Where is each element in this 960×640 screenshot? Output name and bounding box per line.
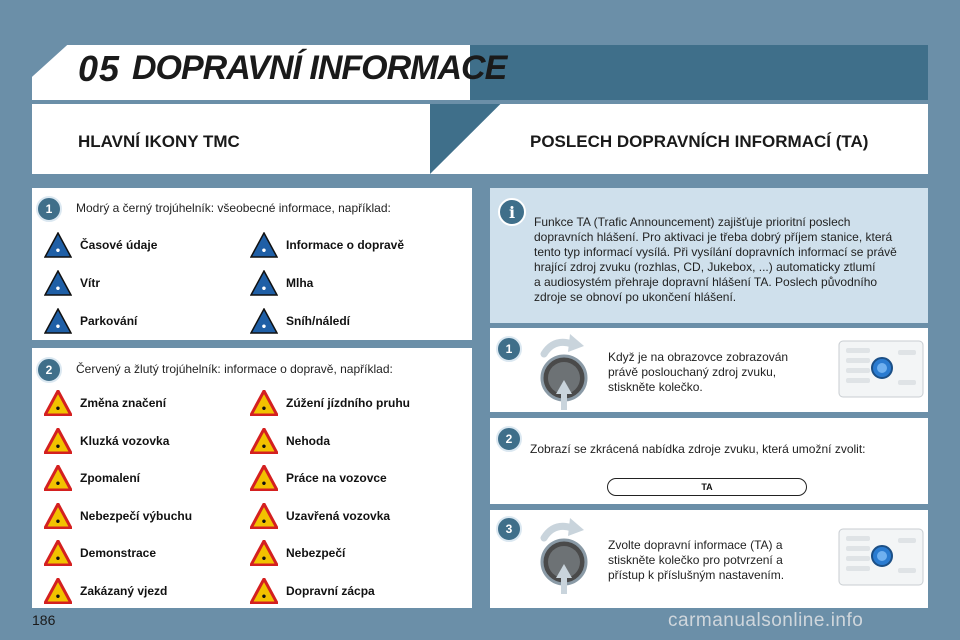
sign-label: Parkování: [80, 314, 138, 328]
page-number: 186: [32, 612, 56, 628]
sign-item: [44, 578, 167, 604]
sign-label: Nebezpečí: [286, 546, 346, 560]
red-signs-intro: Červený a žlutý trojúhelník: informace o dopravě, například:: [76, 362, 393, 376]
svg-text:•: •: [54, 441, 62, 453]
roadworks-icon: [250, 465, 278, 491]
svg-text:•: •: [260, 246, 268, 257]
road-sign-change-icon: [44, 390, 72, 416]
sign-item: [44, 270, 100, 296]
radio-panel-illustration: [838, 340, 924, 398]
parking-icon: [44, 308, 72, 334]
sign-label: Dopravní zácpa: [286, 583, 375, 598]
sign-label: Demonstrace: [80, 546, 157, 560]
info-text: [534, 215, 914, 305]
svg-text:•: •: [260, 479, 268, 490]
accident-icon: [250, 428, 278, 454]
step3-line: Zvolte dopravní informace (TA) a: [608, 538, 783, 552]
road-closed-icon: [250, 503, 278, 529]
info-icon: i: [498, 198, 526, 226]
sign-label: Práce na vozovce: [286, 471, 387, 485]
sign-label: Kluzká vozovka: [80, 433, 170, 448]
slippery-road-icon: [44, 428, 72, 454]
sign-label: Mlha: [286, 276, 314, 290]
sign-item: [250, 308, 350, 334]
rotary-knob-press-icon: [530, 332, 600, 412]
info-icon: [250, 232, 278, 258]
traffic-jam-icon: [250, 578, 278, 604]
svg-text:•: •: [54, 322, 62, 333]
step-badge: 2: [36, 357, 62, 383]
danger-icon: [250, 540, 278, 566]
info-line: Funkce TA (Trafic Announcement) zajišťuje prioritní poslech: [534, 215, 851, 229]
snowflake-icon: [250, 308, 278, 334]
ta-menu-option[interactable]: TA: [607, 478, 807, 496]
info-line: hrající zdroj zvuku (rozhlas, CD, Jukebox, ...) automaticky ztlumí: [534, 260, 876, 274]
svg-text:•: •: [260, 554, 268, 565]
svg-text:•: •: [54, 284, 62, 295]
sign-item: [44, 540, 156, 566]
sign-label: Nehoda: [286, 433, 331, 448]
slowdown-icon: [44, 465, 72, 491]
step-badge: 2: [496, 426, 522, 452]
step1-line: Když je na obrazovce zobrazován: [608, 350, 789, 364]
info-line: dopravních hlášení. Pro aktivaci je třeba dobrý příjem stanice, která: [534, 230, 893, 244]
watermark: carmanualsonline.info: [668, 610, 864, 631]
svg-text:•: •: [260, 284, 268, 295]
info-line: a audiosystém přehraje dopravní hlášení TA. Poslech původního: [534, 275, 878, 289]
header-band-dark: [470, 45, 928, 100]
blue-signs-intro: Modrý a černý trojúhelník: všeobecné informace, například:: [76, 201, 391, 215]
svg-text:•: •: [260, 404, 268, 415]
sign-item: [250, 578, 375, 604]
svg-text:•: •: [54, 554, 62, 565]
sign-item: [250, 428, 330, 454]
sign-label: Časové údaje: [80, 238, 158, 252]
svg-text:•: •: [260, 591, 268, 603]
sign-item: [250, 390, 410, 416]
sign-item: [44, 390, 166, 416]
svg-text:•: •: [54, 591, 62, 603]
sign-item: [250, 503, 390, 529]
svg-text:•: •: [260, 441, 268, 453]
sign-label: Informace o dopravě: [286, 238, 405, 252]
step1-line: právě poslouchaný zdroj zvuku,: [608, 365, 777, 379]
sign-item: [44, 428, 169, 454]
sign-item: [250, 540, 345, 566]
step3-text: [608, 538, 818, 583]
step-badge: 1: [496, 336, 522, 362]
step3-line: přístup k příslušným nastavením.: [608, 568, 785, 582]
explosion-icon: [44, 503, 72, 529]
sign-label: Nebezpečí výbuchu: [80, 508, 193, 523]
sign-label: Sníh/náledí: [286, 314, 351, 328]
step1-text: [608, 350, 818, 395]
step1-line: stiskněte kolečko.: [608, 380, 703, 394]
sign-label: Vítr: [80, 276, 101, 290]
clock-icon: [44, 232, 72, 258]
page-title: DOPRAVNÍ INFORMACE: [132, 49, 507, 87]
sign-label: Zúžení jízdního pruhu: [286, 396, 410, 410]
sign-label: Zpomalení: [80, 471, 141, 485]
svg-text:•: •: [54, 246, 62, 257]
step-badge: 3: [496, 516, 522, 542]
rotary-knob-press-icon: [530, 516, 600, 596]
demonstration-icon: [44, 540, 72, 566]
right-section-title: POSLECH DOPRAVNÍCH INFORMACÍ (TA): [530, 132, 869, 151]
fog-icon: [250, 270, 278, 296]
sign-label: Uzavřená vozovka: [286, 508, 391, 523]
svg-text:•: •: [260, 322, 268, 333]
step2-text: Zobrazí se zkrácená nabídka zdroje zvuku, která umožní zvolit:: [530, 442, 866, 456]
sign-label: Zakázaný vjezd: [80, 583, 168, 598]
svg-text:•: •: [54, 479, 62, 490]
info-line: tento typ informací vysílá. Při vysílání dopravních informací se právě: [534, 245, 897, 259]
svg-text:•: •: [54, 516, 62, 528]
info-line: zdroje se obnoví po ukončení hlášení.: [534, 290, 737, 304]
sign-item: [44, 308, 137, 334]
sign-item: [44, 232, 157, 258]
svg-text:•: •: [54, 404, 62, 415]
sign-item: [44, 465, 140, 491]
sign-item: [44, 503, 192, 529]
sign-item: [250, 270, 313, 296]
chapter-number: 05: [78, 48, 121, 89]
step-badge: 1: [36, 196, 62, 222]
wind-icon: [44, 270, 72, 296]
radio-panel-illustration: [838, 528, 924, 586]
step3-line: stiskněte kolečko pro potvrzení a: [608, 553, 783, 567]
no-entry-icon: [44, 578, 72, 604]
sign-label: Změna značení: [80, 396, 167, 410]
sign-item: [250, 465, 387, 491]
left-section-title: HLAVNÍ IKONY TMC: [78, 132, 240, 151]
svg-text:•: •: [260, 516, 268, 528]
lane-narrowing-icon: [250, 390, 278, 416]
sign-item: [250, 232, 404, 258]
